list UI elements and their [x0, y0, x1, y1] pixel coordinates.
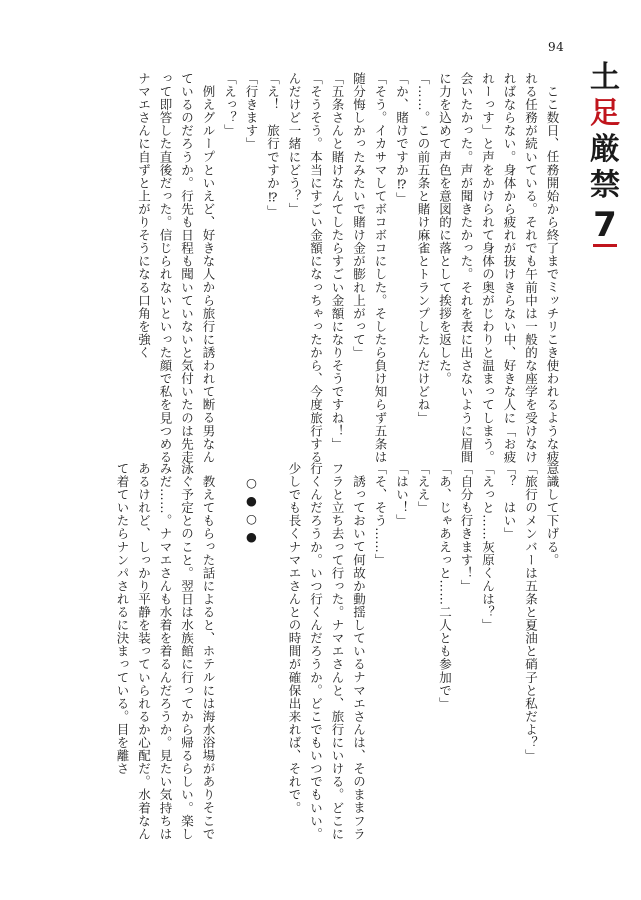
blank-line [219, 462, 241, 847]
logo-char-2: 足 [590, 96, 620, 131]
logo-number: 7 [593, 205, 617, 245]
dialogue-line: 「そうそう。本当にすごい金額になっちゃったから、今度旅行するんだけど一緒にどう？」 [287, 72, 324, 464]
paragraph: 意識して下げる。 [545, 462, 560, 567]
series-logo [586, 60, 624, 245]
dialogue-line: 「はい！」 [394, 462, 410, 528]
dialogue-line: 「え！ 旅行ですか⁉」 [265, 72, 281, 219]
paragraph: 例えグループといえど、好きな人から旅行に誘われて断る男なんているのだろうか。行先も日程も聞いていないと気付いたのは先走って即答した直後だった。信じられないといった顔で私を見つめるナマエさんに自ずと上がりそうになる口角を強く [136, 72, 216, 464]
dialogue-line: 「えっ？」 [222, 72, 238, 138]
dialogue-line: 「行きます」 [244, 72, 259, 151]
dialogue-line: 「五条さんと賭けなんてしたらすごい金額になりそうですね！」 [330, 72, 345, 451]
dialogue-line: 「えっと……灰原くんは？」 [480, 462, 496, 632]
scene-break: ○●○● [244, 474, 259, 547]
logo-char-3: 厳 [590, 132, 620, 167]
logo-char-4: 禁 [590, 168, 620, 203]
dialogue-line: 「旅行のメンバーは五条と夏油と硝子と私だよ？」 [523, 462, 539, 763]
paragraph: 誘っておいて何故か動揺しているナマエさんは、そのままフラフラと立ち去って行った。ナマエさんと、旅行にいける。どこに行くんだろうか。いつ行くんだろうか。どこでもいつでもいい。少しでも長くナマエさんとの時間が確保出来れば、それで。 [287, 462, 367, 841]
paragraph: 教えてもらった話によると、ホテルには海水浴場がありそこで泳ぐ予定とのこと。翌日は水族館に行ってから帰るらしい。楽しみだ……。ナマエさんも水着を着るんだろうか。見たい気持ちはあるけれど、しっかり平静を装っていられるか心配だ。水着なんて着ていたらナンパされるに決まっている。目を離さ [115, 462, 216, 841]
dialogue-line: 「ええ」 [416, 462, 431, 515]
dialogue-line: 「……。この前五条と賭け麻雀とトランプしたんだけどね」 [416, 72, 431, 425]
dialogue-line: 「自分も行きます！」 [459, 462, 474, 593]
logo-char-1: 土 [590, 60, 620, 95]
dialogue-line: 「そう。イカサマしてボコボコにした。そしたら負け知らず五条は随分悔しかったみたいで賭け金が膨れ上がって」 [351, 72, 388, 464]
dialogue-line: 「？ はい」 [502, 462, 517, 541]
dialogue-line: 「か、賭けですか⁉」 [394, 72, 410, 205]
page-number: 94 [548, 40, 565, 54]
top-text-block [93, 72, 563, 467]
dialogue-line: 「あ、じゃあえっと……二人とも参加で」 [437, 462, 453, 710]
blank-line [262, 462, 284, 847]
dialogue-line: 「そ、そう……」 [373, 462, 388, 567]
bottom-text-block [93, 462, 563, 847]
paragraph: ここ数日、任務開始から終了までミッチリこき使われるような疲れる任務が続いている。それでも午前中は一般的な座学を受けなければならない。身体から疲れが抜けきらない中、好きな人に「お疲れーっす」と声をかけられて身体の奥がじわりと温まってしまう。会いたかった。声が聞きたかった。それを表に出さないように眉間に力を込めて声色を意図的に落として挨拶を返した。 [437, 72, 560, 464]
